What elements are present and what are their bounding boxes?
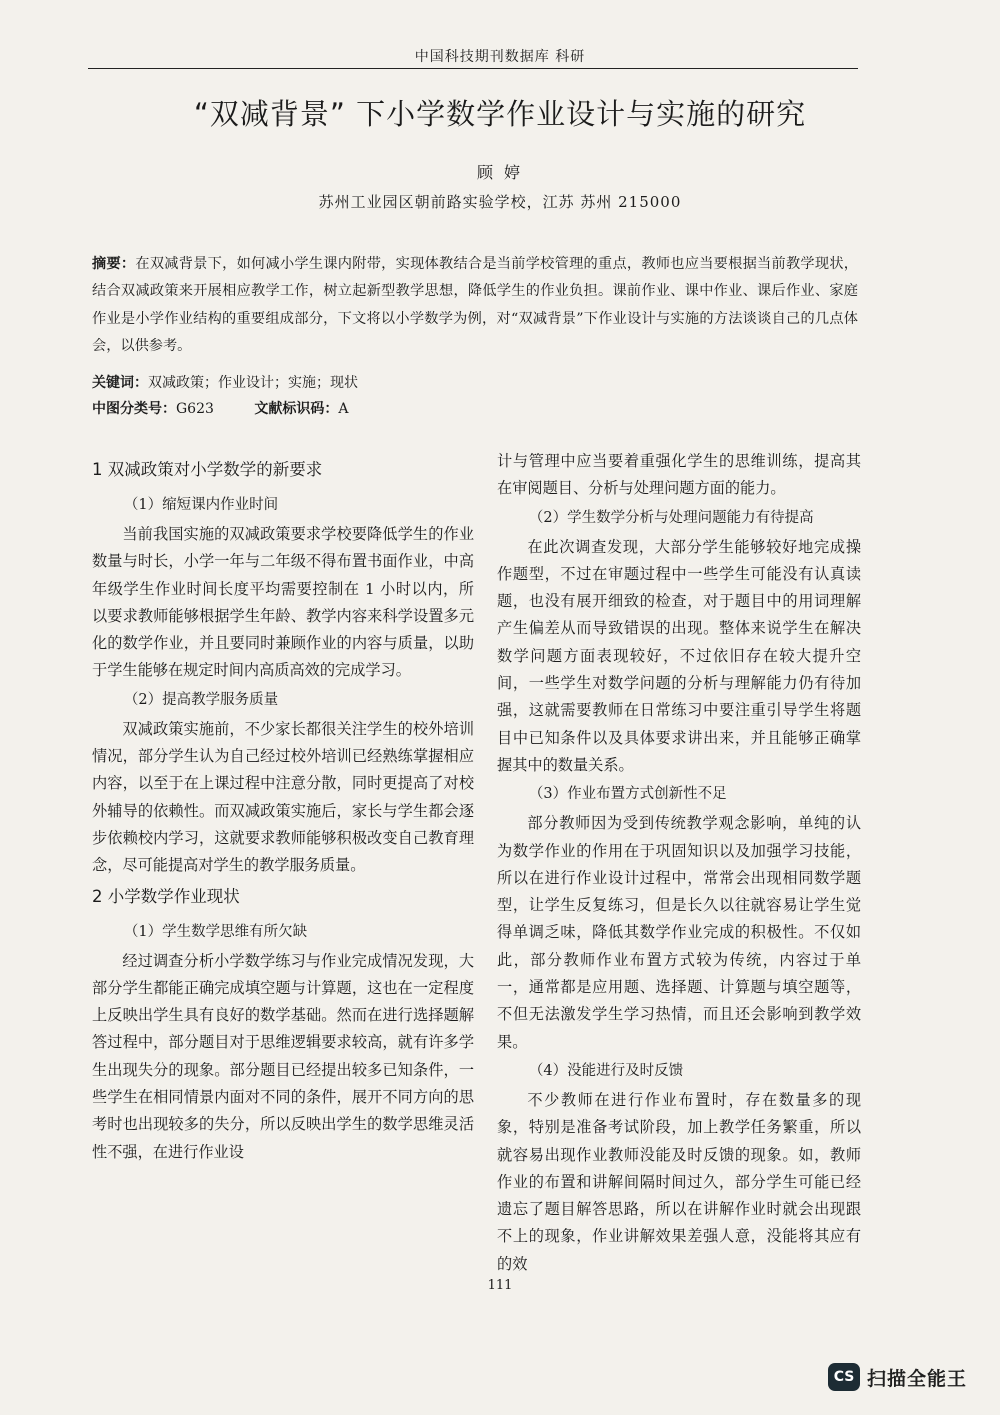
subsection-heading: （1）学生数学思维有所欠缺: [123, 923, 308, 940]
page-number: 111: [487, 1278, 513, 1293]
doc-code-value: A: [338, 401, 349, 417]
subsection-heading: （2）学生数学分析与处理问题能力有待提高: [528, 509, 814, 526]
classification-line: [92, 398, 858, 418]
subsection-heading: （3）作业布置方式创新性不足: [528, 786, 727, 803]
camscanner-logo-icon: CS: [828, 1363, 860, 1391]
paragraph: 经过调查分析小学数学练习与作业完成情况发现，大部分学生都能正确完成填空题与计算题，这也在一定程度上反映出学生具有良好的数学基础。然而在进行选择题解答过程中，部分题目对于思维逻辑要求较高，就有许多学生出现失分的现象。部分题目已经提出较多已知条件，一些学生在相同情景内面对不同的条件，展开不同方向的思考时也出现较多的失分，所以反映出学生的数学思维灵活性不强，在进行作业设: [92, 951, 474, 1161]
keywords-label: 关键词：: [92, 375, 148, 391]
subsection-heading: （2）提高教学服务质量: [123, 691, 279, 708]
abstract-text: 在双减背景下，如何减小学生课内附带，实现体教结合是当前学校管理的重点，教师也应当要根据当前教学现状，结合双减政策来开展相应教学工作，树立起新型教学思想，降低学生的作业负担。课前作业、课中作业、课后作业、家庭作业是小学作业结构的重要组成部分，下文将以小学数学为例，对“双减背景”下作业设计与实施的方法谈谈自己的几点体会，以供参考。: [92, 256, 858, 354]
scanner-watermark: [828, 1362, 967, 1392]
author-affiliation: 苏州工业园区朝前路实验学校，江苏 苏州 215000: [318, 193, 682, 211]
doc-code-label: 文献标识码：: [254, 401, 339, 417]
paragraph: 当前我国实施的双减政策要求学校要降低学生的作业数量与时长，小学一年与二年级不得布置书面作业，中高年级学生作业时间长度平均需要控制在 1 小时以内，所以要求教师能够根据学生年龄、教学内容来科学设置多元化的数学作业，并且要同时兼顾作业的内容与质量，以助于学生能够在规定时间内高质高效的完成学习。: [92, 525, 474, 680]
left-column: [92, 453, 474, 1166]
abstract: [92, 251, 858, 360]
section-2-heading: 2 小学数学作业现状: [92, 886, 240, 906]
journal-header: 中国科技期刊数据库 科研: [414, 49, 586, 65]
keywords: [92, 372, 858, 392]
paragraph: 部分教师因为受到传统教学观念影响，单纯的认为数学作业的作用在于巩固知识以及加强学习技能，所以在进行作业设计过程中，常常会出现相同数学题型，让学生反复练习，但是长久以往就容易让学生觉得单调乏味，降低其数学作业完成的积极性。不仅如此，部分教师作业布置方式较为传统，内容过于单一，通常都是应用题、选择题、计算题与填空题等，不但无法激发学生学习热情，而且还会影响到教学效果。: [497, 814, 861, 1051]
watermark-text: 扫描全能王: [867, 1367, 968, 1390]
paragraph: 不少教师在进行作业布置时，存在数量多的现象，特别是准备考试阶段，加上教学任务繁重，所以就容易出现作业教师没能及时反馈的现象。如，教师作业的布置和讲解间隔时间过久，部分学生可能已经遗忘了题目解答思路，所以在讲解作业时就会出现跟不上的现象，作业讲解效果差强人意，没能将其应有的效: [497, 1090, 861, 1273]
section-1-heading: 1 双减政策对小学数学的新要求: [92, 460, 323, 479]
abstract-label: 摘要：: [92, 256, 136, 272]
right-column: [497, 448, 861, 1278]
subsection-heading: （4）没能进行及时反馈: [528, 1062, 684, 1079]
paper-title: “双减背景” 下小学数学作业设计与实施的研究: [193, 97, 807, 131]
subsection-heading: （1）缩短课内作业时间: [123, 497, 279, 513]
clc-value: G623: [176, 401, 214, 417]
clc-label: 中图分类号：: [92, 401, 176, 417]
paragraph-continued: 计与管理中应当要着重强化学生的思维训练，提高其在审阅题目、分析与处理问题方面的能力。: [497, 452, 861, 498]
author-name: 顾 婷: [476, 163, 524, 182]
paragraph: 双减政策实施前，不少家长都很关注学生的校外培训情况，部分学生认为自己经过校外培训已经熟练掌握相应内容，以至于在上课过程中注意分散，同时更提高了对校外辅导的依赖性。而双减政策实施后，家长与学生都会逐步依赖校内学习，这就要求教师能够积极改变自己教育理念，尽可能提高对学生的教学服务质量。: [92, 719, 474, 875]
paragraph: 在此次调查发现，大部分学生能够较好地完成操作题型，不过在审题过程中一些学生可能没有认真读题，也没有展开细致的检查，对于题目中的用词理解产生偏差从而导致错误的出现。整体来说学生在解决数学问题方面表现较好，不过依旧存在较大提升空间，一些学生对数学问题的分析与理解能力仍有待加强，这就需要教师在日常练习中要注重引导学生将题目中已知条件以及具体要求讲出来，并且能够正确掌握其中的数量关系。: [497, 537, 861, 774]
header-rule: [88, 68, 858, 69]
keywords-text: 双减政策；作业设计；实施；现状: [148, 375, 358, 391]
